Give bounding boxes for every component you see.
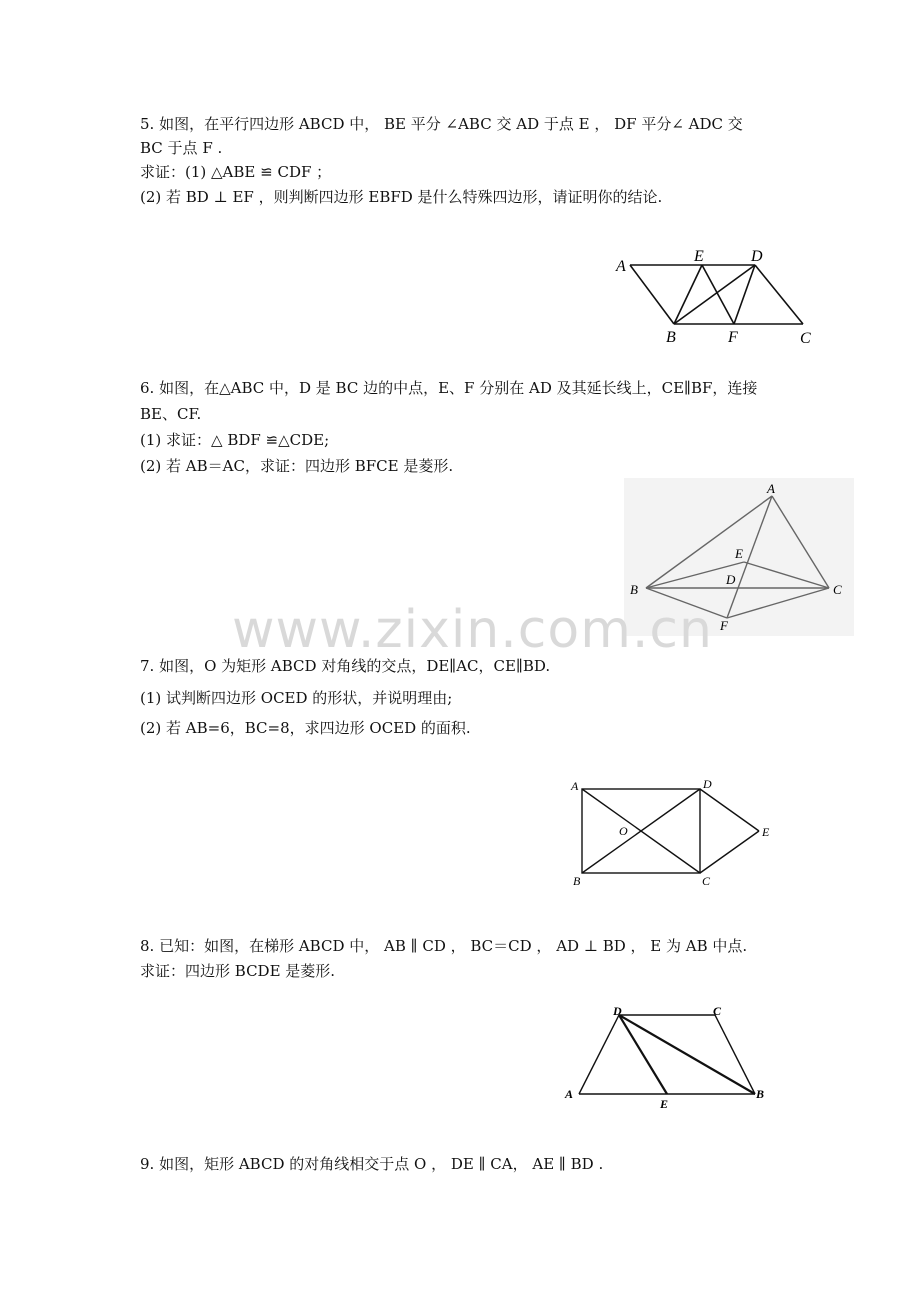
label-D: D [703,777,712,791]
problem-6-line-1: 6. 如图，在△ABC 中，D 是 BC 边的中点，E、F 分别在 AD 及其延长线上，CE∥BF，连接 [140,379,758,397]
label-F: F [728,329,738,346]
problem-7-line-3: (2) 若 AB=6，BC=8，求四边形 OCED 的面积. [140,719,471,737]
problem-6-line-4: (2) 若 AB＝AC，求证：四边形 BFCE 是菱形. [140,457,454,475]
label-E: E [694,248,704,265]
label-C: C [702,874,711,888]
label-B: B [573,874,581,888]
problem-5-figure [610,240,820,350]
label-C: C [800,330,811,347]
label-C: C [833,582,842,597]
problem-6-line-3: (1) 求证：△ BDF ≌△CDE; [140,431,330,449]
problem-8-figure [558,998,778,1113]
label-F: F [720,618,728,633]
problem-5-line-1: 5. 如图，在平行四边形 ABCD 中， BE 平分 ∠ABC 交 AD 于点 E ， DF 平分∠ ADC 交 [140,115,743,133]
label-B: B [630,582,638,597]
label-E: E [660,1097,669,1111]
watermark: www.zixin.com.cn [232,600,713,660]
label-D: D [751,248,763,265]
label-A: A [616,258,626,275]
problem-5-line-4: (2) 若 BD ⊥ EF ，则判断四边形 EBFD 是什么特殊四边形，请证明你的结论. [140,188,663,206]
problem-7-line-1: 7. 如图，O 为矩形 ABCD 对角线的交点，DE∥AC，CE∥BD. [140,657,551,675]
label-D: D [726,572,736,587]
problem-5-line-3: 求证：(1) △ABE ≌ CDF ； [140,163,332,181]
problem-5-line-2: BC 于点 F . [140,139,223,157]
problem-8-line-2: 求证：四边形 BCDE 是菱形. [140,962,336,980]
label-B: B [756,1087,765,1101]
problem-7-line-2: (1) 试判断四边形 OCED 的形状，并说明理由; [140,689,453,707]
label-B: B [666,329,676,346]
label-E: E [762,825,770,839]
label-A: A [565,1087,574,1101]
label-E: E [735,546,743,561]
problem-8-line-1: 8. 已知：如图，在梯形 ABCD 中， AB ∥ CD ， BC＝CD ， AD ⊥ BD ， E 为 AB 中点. [140,937,748,955]
label-A: A [767,481,775,496]
label-A: A [571,779,579,793]
label-D: D [613,1004,622,1018]
label-O: O [619,824,628,838]
problem-9-line-1: 9. 如图，矩形 ABCD 的对角线相交于点 O ， DE ∥ CA， AE ∥ BD . [140,1155,604,1173]
problem-7-figure [566,775,786,895]
problem-6-line-2: BE、CF. [140,405,202,423]
label-C: C [713,1004,722,1018]
